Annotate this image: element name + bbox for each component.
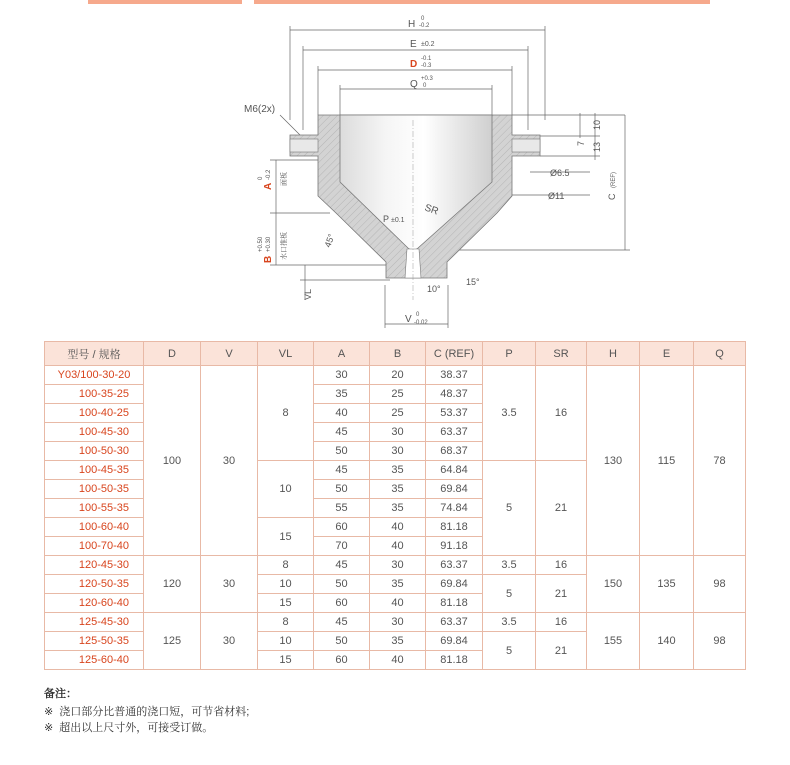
- svg-text:D: D: [410, 59, 418, 70]
- header-p: P: [483, 342, 536, 366]
- note-item: [44, 720, 249, 736]
- cell-model: 100-50-35: [45, 480, 144, 499]
- svg-text:±0.1: ±0.1: [391, 217, 405, 224]
- header-model: 型号 / 规格: [45, 342, 144, 366]
- cell-vl: 15: [258, 594, 314, 613]
- svg-text:M6(2x): M6(2x): [244, 104, 276, 115]
- svg-text:0: 0: [421, 16, 425, 22]
- cell-p: 3.5: [483, 613, 536, 632]
- svg-text:(REF): (REF): [611, 172, 617, 188]
- cell-p: 5: [483, 575, 536, 613]
- svg-text:Q: Q: [410, 79, 418, 90]
- cell-c: 53.37: [426, 404, 483, 423]
- cell-c: 63.37: [426, 613, 483, 632]
- cell-p: 3.5: [483, 556, 536, 575]
- note-text: 超出以上尺寸外，可接受订做。: [59, 722, 214, 734]
- cell-model: 100-55-35: [45, 499, 144, 518]
- cell-sr: 16: [536, 366, 587, 461]
- technical-drawing: [0, 0, 790, 340]
- cell-c: 63.37: [426, 556, 483, 575]
- cell-model: 100-60-40: [45, 518, 144, 537]
- svg-text:Ø11: Ø11: [548, 191, 565, 201]
- notes-section: [44, 686, 249, 736]
- cell-model: 125-60-40: [45, 651, 144, 670]
- cell-p: 3.5: [483, 366, 536, 461]
- svg-text:-0.3: -0.3: [421, 63, 432, 69]
- svg-text:面板: 面板: [281, 172, 288, 186]
- svg-text:0: 0: [416, 312, 420, 318]
- cell-c: 81.18: [426, 518, 483, 537]
- cell-v: 30: [201, 613, 258, 670]
- cell-b: 30: [370, 613, 426, 632]
- cell-b: 35: [370, 632, 426, 651]
- cell-d: 100: [144, 366, 201, 556]
- header-d: D: [144, 342, 201, 366]
- svg-text:+0.3: +0.3: [421, 76, 433, 82]
- cell-vl: 15: [258, 518, 314, 556]
- cell-h: 155: [587, 613, 640, 670]
- svg-text:45°: 45°: [322, 232, 337, 249]
- cell-c: 69.84: [426, 575, 483, 594]
- svg-text:Ø6.5: Ø6.5: [550, 168, 570, 178]
- cell-c: 64.84: [426, 461, 483, 480]
- cell-b: 40: [370, 651, 426, 670]
- cell-a: 35: [314, 385, 370, 404]
- svg-text:+0.50: +0.50: [258, 236, 264, 252]
- svg-text:0: 0: [258, 176, 264, 180]
- cell-b: 35: [370, 480, 426, 499]
- cell-model: 125-45-30: [45, 613, 144, 632]
- cell-b: 20: [370, 366, 426, 385]
- cell-a: 70: [314, 537, 370, 556]
- header-vl: VL: [258, 342, 314, 366]
- cell-a: 45: [314, 556, 370, 575]
- cell-q: 98: [694, 613, 746, 670]
- cell-vl: 8: [258, 366, 314, 461]
- cell-vl: 15: [258, 651, 314, 670]
- table-row: [45, 613, 746, 632]
- cell-b: 30: [370, 423, 426, 442]
- cell-c: 63.37: [426, 423, 483, 442]
- cell-c: 68.37: [426, 442, 483, 461]
- svg-text:P: P: [383, 214, 390, 224]
- svg-text:-0.02: -0.02: [414, 320, 428, 326]
- header-q: Q: [694, 342, 746, 366]
- cell-d: 120: [144, 556, 201, 613]
- header-e: E: [640, 342, 694, 366]
- cell-model: 100-40-25: [45, 404, 144, 423]
- cell-sr: 16: [536, 556, 587, 575]
- cell-b: 30: [370, 556, 426, 575]
- svg-text:V: V: [405, 314, 412, 325]
- cell-model: Y03/100-30-20: [45, 366, 144, 385]
- spec-table: [44, 341, 746, 670]
- cell-d: 125: [144, 613, 201, 670]
- cell-model: 120-50-35: [45, 575, 144, 594]
- header-c: C (REF): [426, 342, 483, 366]
- svg-text:-0.2: -0.2: [419, 23, 430, 29]
- cell-model: 100-45-35: [45, 461, 144, 480]
- note-item: [44, 704, 249, 720]
- note-mark: ※: [44, 722, 54, 734]
- cell-a: 50: [314, 575, 370, 594]
- svg-text:±0.2: ±0.2: [421, 41, 435, 48]
- svg-text:VL: VL: [303, 288, 313, 300]
- cell-sr: 21: [536, 461, 587, 556]
- header-a: A: [314, 342, 370, 366]
- cell-c: 81.18: [426, 594, 483, 613]
- cell-a: 30: [314, 366, 370, 385]
- cell-p: 5: [483, 461, 536, 556]
- cell-vl: 10: [258, 461, 314, 518]
- cell-a: 50: [314, 632, 370, 651]
- cell-vl: 8: [258, 556, 314, 575]
- cell-model: 100-70-40: [45, 537, 144, 556]
- cell-vl: 10: [258, 632, 314, 651]
- cell-b: 35: [370, 575, 426, 594]
- cell-v: 30: [201, 556, 258, 613]
- cell-b: 35: [370, 499, 426, 518]
- cell-a: 60: [314, 518, 370, 537]
- cell-model: 125-50-35: [45, 632, 144, 651]
- cell-vl: 8: [258, 613, 314, 632]
- svg-text:B: B: [263, 255, 274, 263]
- svg-text:水口推板: 水口推板: [281, 232, 288, 260]
- svg-text:15°: 15°: [466, 277, 480, 287]
- cell-c: 38.37: [426, 366, 483, 385]
- cell-a: 45: [314, 461, 370, 480]
- cell-b: 30: [370, 442, 426, 461]
- note-text: 浇口部分比普通的浇口短，可节省材料;: [59, 706, 250, 718]
- cell-e: 140: [640, 613, 694, 670]
- cell-model: 100-35-25: [45, 385, 144, 404]
- cell-h: 130: [587, 366, 640, 556]
- cell-model: 100-50-30: [45, 442, 144, 461]
- svg-text:10°: 10°: [427, 284, 441, 294]
- cell-b: 40: [370, 594, 426, 613]
- svg-text:A: A: [263, 182, 274, 190]
- svg-text:0: 0: [423, 83, 427, 89]
- notes-title: 备注：: [44, 688, 77, 700]
- cell-model: 100-45-30: [45, 423, 144, 442]
- cell-b: 40: [370, 518, 426, 537]
- cell-a: 60: [314, 651, 370, 670]
- header-sr: SR: [536, 342, 587, 366]
- svg-text:7: 7: [576, 140, 586, 146]
- cell-c: 69.84: [426, 480, 483, 499]
- cell-model: 120-45-30: [45, 556, 144, 575]
- cell-a: 45: [314, 423, 370, 442]
- svg-text:H: H: [408, 19, 416, 30]
- cell-a: 45: [314, 613, 370, 632]
- table-row: [45, 556, 746, 575]
- cell-c: 69.84: [426, 632, 483, 651]
- cell-c: 48.37: [426, 385, 483, 404]
- svg-text:E: E: [410, 39, 417, 50]
- cell-q: 78: [694, 366, 746, 556]
- cell-b: 25: [370, 404, 426, 423]
- svg-text:10: 10: [592, 119, 602, 130]
- svg-text:13: 13: [592, 141, 602, 152]
- table-header-row: [45, 342, 746, 366]
- cell-b: 35: [370, 461, 426, 480]
- cell-a: 50: [314, 480, 370, 499]
- cell-c: 91.18: [426, 537, 483, 556]
- cell-b: 25: [370, 385, 426, 404]
- cell-e: 115: [640, 366, 694, 556]
- cell-sr: 16: [536, 613, 587, 632]
- cell-q: 98: [694, 556, 746, 613]
- cell-c: 74.84: [426, 499, 483, 518]
- cell-a: 60: [314, 594, 370, 613]
- cell-h: 150: [587, 556, 640, 613]
- svg-text:C: C: [607, 193, 617, 200]
- cell-e: 135: [640, 556, 694, 613]
- header-h: H: [587, 342, 640, 366]
- svg-text:SR: SR: [422, 202, 440, 218]
- svg-text:-0.2: -0.2: [266, 169, 272, 180]
- header-b: B: [370, 342, 426, 366]
- cell-p: 5: [483, 632, 536, 670]
- svg-text:-0.1: -0.1: [421, 56, 432, 62]
- svg-text:+0.30: +0.30: [266, 236, 272, 252]
- cell-sr: 21: [536, 575, 587, 613]
- cell-a: 40: [314, 404, 370, 423]
- cell-a: 55: [314, 499, 370, 518]
- cell-c: 81.18: [426, 651, 483, 670]
- cell-a: 50: [314, 442, 370, 461]
- cell-model: 120-60-40: [45, 594, 144, 613]
- cell-b: 40: [370, 537, 426, 556]
- cell-v: 30: [201, 366, 258, 556]
- table-row: [45, 366, 746, 385]
- header-v: V: [201, 342, 258, 366]
- cell-sr: 21: [536, 632, 587, 670]
- cell-vl: 10: [258, 575, 314, 594]
- note-mark: ※: [44, 706, 54, 718]
